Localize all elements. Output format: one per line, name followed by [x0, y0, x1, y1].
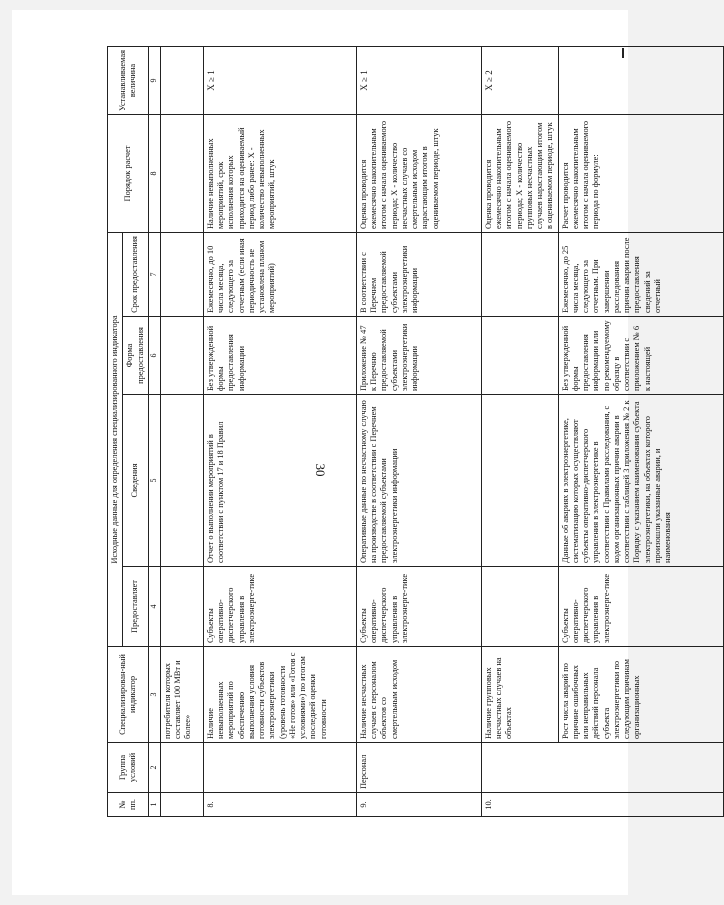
cell-info: Данные об авариях в электроэнергетике, систематизацию которых осуществляют субъекты оперативно-диспетчерского управления в электроэнергетике в соответствии с Правилами расследования, с кодом организационных причин аварии в соответствии с таблицей 3 приложения № 2 к Порядку с указанием наименования субъекта электроэнергетики, на объектах которого произошли указанные аварии, и наименования — [558, 395, 723, 567]
cell-group — [160, 743, 203, 793]
cell-number: 8. — [203, 793, 356, 817]
cell-info — [481, 395, 558, 567]
cell-deadline: Ежемесячно, до 25 числа месяца, следующего за отчетным. При завершении расследования причин аварии после предоставления сведений за отчетный — [558, 233, 723, 317]
cell-info: Оперативные данные по несчастному случаю на производстве в соответствии с Перечнем предоставляемой субъектами электроэнергетики информации — [356, 395, 481, 567]
header-form: Форма предоставления — [123, 317, 149, 395]
cell-value — [160, 47, 203, 115]
cell-form: Без утвержденной формы предоставления информации — [203, 317, 356, 395]
cell-deadline — [481, 233, 558, 317]
cell-form — [481, 317, 558, 395]
cell-number: 10. — [481, 793, 723, 817]
cell-group — [203, 743, 356, 793]
indicator-table — [107, 46, 724, 817]
cell-provider — [160, 567, 203, 647]
cell-provider — [481, 567, 558, 647]
header-deadline: Срок предоставления — [123, 233, 149, 317]
header-provides: Предоставляет — [123, 567, 149, 647]
column-number: 8 — [148, 115, 160, 233]
cell-provider: Субъекты оперативно-диспетчерского управления в электроэнерге-тике — [203, 567, 356, 647]
cell-form — [160, 317, 203, 395]
cell-calc: Оценка проводится ежемесячно накопительным итогом с начала оцениваемого периода; X - количество несчастных случаев со смертельным исходом нарастающим итогом в оцениваемом периоде, штук — [356, 115, 481, 233]
document-page — [12, 10, 672, 895]
cell-deadline: В соответствии с Перечнем предоставляемой субъектами электроэнергетики информации — [356, 233, 481, 317]
cell-info: Отчет о выполнении мероприятий в соответствии с пунктом 17 и 18 Правил — [203, 395, 356, 567]
cell-deadline — [160, 233, 203, 317]
cell-provider: Субъекты оперативно-диспетчерского управления в электроэнерге-тике — [558, 567, 723, 647]
table-row — [356, 47, 481, 817]
cell-provider: Субъекты оперативно-диспетчерского управления в электроэнерге-тике — [356, 567, 481, 647]
header-group: Группа условий — [108, 743, 149, 793]
cell-indicator: Наличие невыполненных мероприятий по обеспечению выполнения условия готовности субъектов электроэнергетики (уровень готовности «Не готов» или «Готов с условиями») по итогам последней оценки готовности — [203, 647, 356, 743]
page-number: 30 — [313, 463, 328, 477]
table-row — [558, 47, 723, 817]
cell-indicator: Наличие групповых несчастных случаев на объектах — [481, 647, 558, 743]
column-number: 5 — [148, 395, 160, 567]
cell-form: Приложение № 47 к Перечню предоставляемой субъектами электроэнергетики информации — [356, 317, 481, 395]
cell-calc: Расчет проводится ежемесячно накопительным итогом с начала оцениваемого периода по формуле: — [558, 115, 723, 233]
cell-number — [160, 793, 203, 817]
cell-calc — [160, 115, 203, 233]
column-number: 6 — [148, 317, 160, 395]
column-number: 2 — [148, 743, 160, 793]
table-row — [203, 47, 356, 817]
cell-group — [481, 743, 723, 793]
cell-deadline: Ежемесячно, до 10 числа месяца, следующего за отчетным (если иная периодичность не установлена планом мероприятий) — [203, 233, 356, 317]
cell-number: 9. — [356, 793, 481, 817]
table-row — [481, 47, 558, 817]
column-number: 9 — [148, 47, 160, 115]
column-number: 7 — [148, 233, 160, 317]
header-value: Устанавливаемая величина — [108, 47, 149, 115]
header-number: № пп. — [108, 793, 149, 817]
cell-calc: Оценка проводится ежемесячно накопительным итогом с начала оцениваемого периода; X - количество групповых несчастных случаев нарастающим итогом в оцениваемом периоде, штук — [481, 115, 558, 233]
column-number: 1 — [148, 793, 160, 817]
table-row-continuation — [160, 47, 203, 817]
cell-indicator: Рост числа аварий по причине ошибочных или неправильных действий персонала субъекта электроэнергетики по следующим причинам организационных — [558, 647, 723, 743]
cell-indicator: потребителя которых составляет 100 МВт и более» — [160, 647, 203, 743]
header-source-data: Исходные данные для определения специализированного индикатора — [108, 233, 123, 647]
column-number: 4 — [148, 567, 160, 647]
cell-calc: Наличие невыполненных мероприятий, срок исполнения которых приходится на оцениваемый период либо ранее: X - количество невыполненных мероприятий, штук — [203, 115, 356, 233]
header-indicator: Специализирован-ный индикатор — [108, 647, 149, 743]
cell-value — [558, 47, 723, 115]
header-info: Сведения — [123, 395, 149, 567]
cell-form: Без утвержденной формы предоставления информации или по рекомендуемому образцу в соответствии с приложением № 6 к настоящей — [558, 317, 723, 395]
cell-info — [160, 395, 203, 567]
header-row-1 — [108, 47, 123, 817]
cell-group: Персонал — [356, 743, 481, 793]
cell-indicator: Наличие несчастных случаев с персоналом объектов со смертельным исходом — [356, 647, 481, 743]
header-calc: Порядок расчет — [108, 115, 149, 233]
cell-value: X ≥ 1 — [203, 47, 356, 115]
cell-value: X ≥ 1 — [356, 47, 481, 115]
rotated-table-container — [107, 47, 672, 817]
cell-value: X ≥ 2 — [481, 47, 558, 115]
column-number: 3 — [148, 647, 160, 743]
column-number-row — [148, 47, 160, 817]
